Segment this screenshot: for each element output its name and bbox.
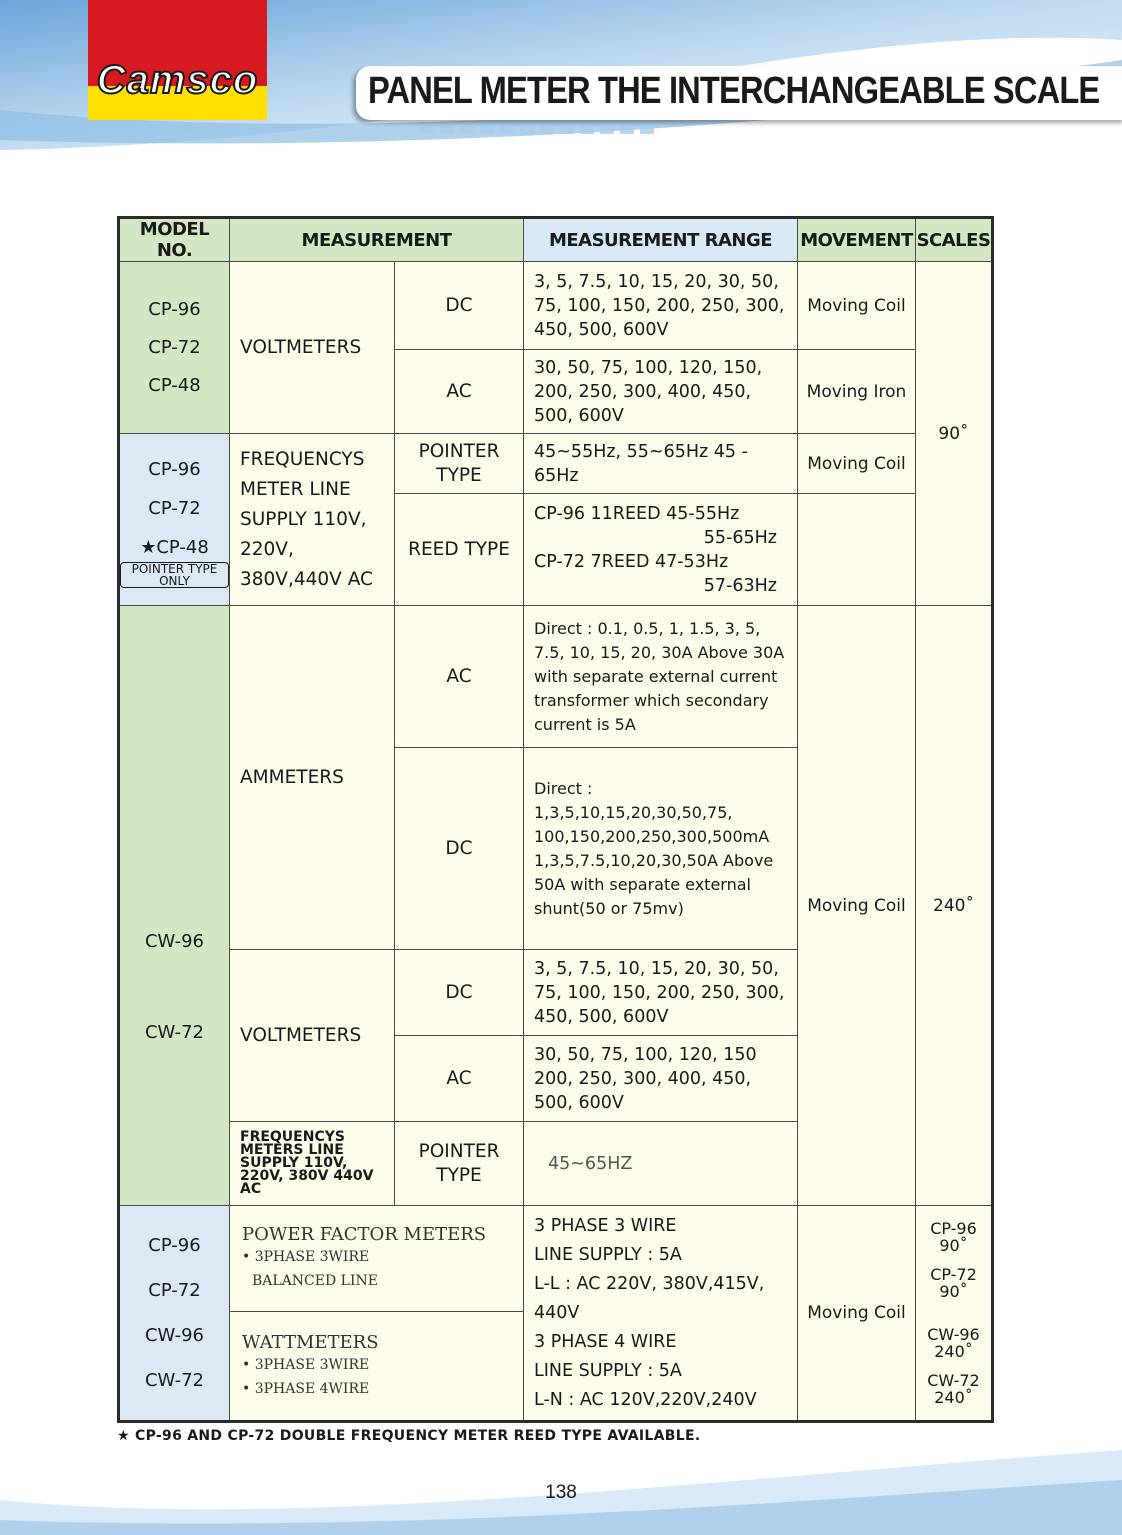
type-cell: REED TYPE [395, 494, 524, 606]
movement-cell [798, 494, 916, 606]
model-cell: CP-96 CP-72 ★CP-48 POINTER TYPE ONLY [119, 434, 230, 606]
type-cell: DC [395, 262, 524, 350]
scale-cell: 240˚ [916, 606, 993, 1206]
movement-cell: Moving Coil [798, 606, 916, 1206]
col-header-movement: MOVEMENT [798, 218, 916, 262]
brand-logo [88, 0, 267, 120]
range-cell: 3, 5, 7.5, 10, 15, 20, 30, 50, 75, 100, 150, 200, 250, 300, 450, 500, 600V [524, 950, 798, 1036]
range-cell: CP-96 11REED 45-55Hz 55-65Hz CP-72 7REED 47-53Hz 57-63Hz [524, 494, 798, 606]
brand-logo-text: Camsco [96, 58, 259, 102]
range-cell: 3 PHASE 3 WIRE LINE SUPPLY : 5A L-L : AC 220V, 380V,415V, 440V 3 PHASE 4 WIRE LINE SUPPLY : 5A L-N : AC 120V,220V,240V [524, 1206, 798, 1422]
range-cell: 45~55Hz, 55~65Hz 45 - 65Hz [524, 434, 798, 494]
type-cell: DC [395, 748, 524, 950]
movement-cell: Moving Coil [798, 434, 916, 494]
model-cell: CP-96 CP-72 CP-48 [119, 262, 230, 434]
range-cell: 30, 50, 75, 100, 120, 150, 200, 250, 300, 400, 450, 500, 600V [524, 350, 798, 434]
col-header-range: MEASUREMENT RANGE [524, 218, 798, 262]
type-cell: AC [395, 350, 524, 434]
col-header-scales: SCALES [916, 218, 993, 262]
measurement-cell: FREQUENCYS METERS LINE SUPPLY 110V, 220V, 380V 440V AC [230, 1122, 395, 1206]
range-cell: 3, 5, 7.5, 10, 15, 20, 30, 50, 75, 100, 150, 200, 250, 300, 450, 500, 600V [524, 262, 798, 350]
model-cell: CP-96 CP-72 CW-96 CW-72 [119, 1206, 230, 1422]
range-cell: Direct : 1,3,5,10,15,20,30,50,75, 100,150,200,250,300,500mA 1,3,5,7.5,10,20,30,50A Above 50A with separate external shunt(50 or 75mv) [524, 748, 798, 950]
measurement-cell: AMMETERS [230, 606, 395, 950]
scale-cell: 90˚ [916, 262, 993, 606]
measurement-cell: VOLTMETERS [230, 262, 395, 434]
pointer-type-note: POINTER TYPE ONLY [120, 562, 229, 588]
type-cell: AC [395, 606, 524, 748]
type-cell: DC [395, 950, 524, 1036]
type-cell: POINTER TYPE [395, 434, 524, 494]
type-cell: AC [395, 1036, 524, 1122]
scale-cell: CP-96 90˚ CP-72 90˚ CW-96 240˚ CW-72 240˚ [916, 1206, 993, 1422]
col-header-model: MODEL NO. [119, 218, 230, 262]
wattmeters-cell: WATTMETERS • 3PHASE 3WIRE • 3PHASE 4WIRE [230, 1312, 524, 1422]
table-row [119, 606, 993, 748]
model-cell: CW-96 CW-72 [119, 606, 230, 1206]
spec-table [117, 216, 994, 1423]
movement-cell: Moving Coil [798, 1206, 916, 1422]
table-header-row [119, 218, 993, 262]
power-factor-cell: POWER FACTOR METERS • 3PHASE 3WIRE BALANCED LINE [230, 1206, 524, 1312]
measurement-cell: FREQUENCYS METER LINE SUPPLY 110V, 220V, 380V,440V AC [230, 434, 395, 606]
page-number: 138 [545, 1482, 577, 1503]
measurement-cell: VOLTMETERS [230, 950, 395, 1122]
range-cell: 30, 50, 75, 100, 120, 150 200, 250, 300, 400, 450, 500, 600V [524, 1036, 798, 1122]
movement-cell: Moving Coil [798, 262, 916, 350]
page-title: PANEL METER THE INTERCHANGEABLE SCALE [368, 70, 1100, 112]
movement-cell: Moving Iron [798, 350, 916, 434]
type-cell: POINTER TYPE [395, 1122, 524, 1206]
footnote: ★ CP-96 AND CP-72 DOUBLE FREQUENCY METER REED TYPE AVAILABLE. [117, 1428, 701, 1444]
table-row [119, 434, 993, 494]
table-row [119, 262, 993, 350]
col-header-measurement: MEASUREMENT [230, 218, 524, 262]
range-cell: 45~65HZ [524, 1122, 798, 1206]
range-cell: Direct : 0.1, 0.5, 1, 1.5, 3, 5, 7.5, 10, 15, 20, 30A Above 30A with separate external current transformer which secondary current is 5A [524, 606, 798, 748]
table-row [119, 1206, 993, 1312]
